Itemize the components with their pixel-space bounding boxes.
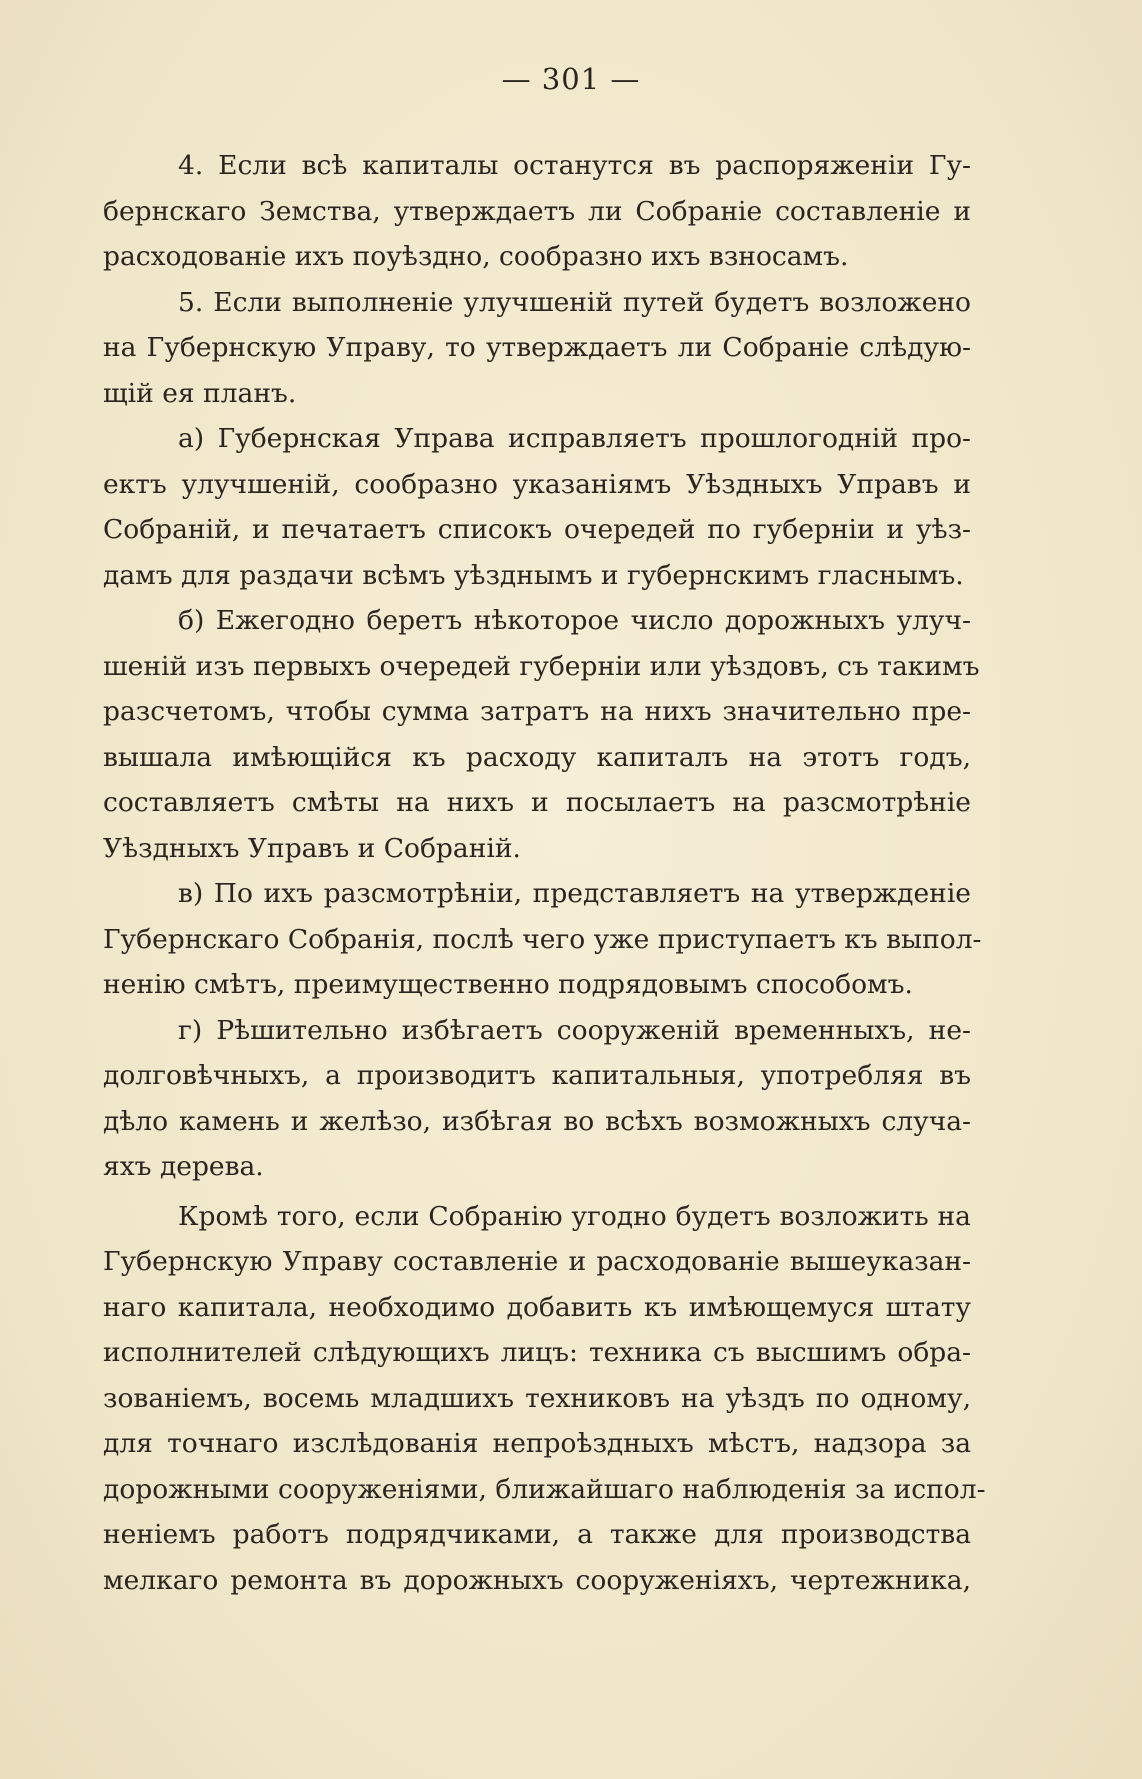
- text-line: разсчетомъ, чтобы сумма затратъ на нихъ значительно пре-: [103, 696, 971, 727]
- text-line: неніемъ работъ подрядчиками, а также для производства: [103, 1519, 971, 1550]
- text-line: дорожными сооруженіями, ближайшаго наблюденія за испол-: [103, 1473, 986, 1505]
- text-line: бернскаго Земства, утверждаетъ ли Собраніе составленіе и: [103, 195, 971, 227]
- text-line: Собраній, и печатаетъ списокъ очередей по губерніи и уѣз-: [103, 514, 971, 545]
- page-number: — 301 —: [501, 62, 641, 96]
- text-line: расходованіе ихъ поуѣздно, сообразно ихъ взносамъ.: [103, 241, 849, 272]
- text-line: 4. Если всѣ капиталы останутся въ распоряженіи Гу-: [178, 150, 971, 181]
- text-line: г) Рѣшительно избѣгаетъ сооруженій временныхъ, не-: [178, 1014, 971, 1046]
- text-line: ектъ улучшеній, сообразно указаніямъ Уѣздныхъ Управъ и: [103, 468, 971, 500]
- text-line: для точнаго изслѣдованія непроѣздныхъ мѣстъ, надзора за: [103, 1428, 971, 1459]
- text-line: исполнителей слѣдующихъ лицъ: техника съ высшимъ обра-: [103, 1337, 971, 1368]
- text-line: долговѣчныхъ, а производитъ капитальныя, употребляя въ: [103, 1060, 971, 1091]
- text-line: Кромѣ того, если Собранію угодно будетъ возложить на: [178, 1200, 971, 1232]
- text-line: зованіемъ, восемь младшихъ техниковъ на уѣздъ по одному,: [103, 1382, 971, 1414]
- text-line: на Губернскую Управу, то утверждаетъ ли Собраніе слѣдую-: [103, 332, 971, 363]
- text-line: наго капитала, необходимо добавить къ имѣющемуся штату: [103, 1291, 971, 1323]
- text-line: б) Ежегодно беретъ нѣкоторое число дорожныхъ улуч-: [178, 605, 971, 636]
- text-line: вышала имѣющійся къ расходу капиталъ на этотъ годъ,: [103, 741, 971, 773]
- text-line: ненію смѣтъ, преимущественно подрядовымъ способомъ.: [103, 969, 913, 1000]
- text-line: шеній изъ первыхъ очередей губерніи или уѣздовъ, съ такимъ: [103, 650, 980, 682]
- text-line: щій ея планъ.: [103, 377, 297, 409]
- text-line: дѣло камень и желѣзо, избѣгая во всѣхъ возможныхъ случа-: [103, 1105, 971, 1137]
- text-line: яхъ дерева.: [103, 1151, 264, 1182]
- text-line: дамъ для раздачи всѣмъ уѣзднымъ и губернскимъ гласнымъ.: [103, 559, 964, 591]
- text-line: 5. Если выполненіе улучшеній путей будетъ возложено: [178, 286, 971, 318]
- text-line: составляетъ смѣты на нихъ и посылаетъ на разсмотрѣніе: [103, 787, 971, 818]
- body-text: [103, 143, 986, 1603]
- text-line: а) Губернская Управа исправляетъ прошлогодній про-: [178, 423, 971, 454]
- text-line: Губернскую Управу составленіе и расходованіе вышеуказан-: [103, 1246, 971, 1277]
- text-line: в) По ихъ разсмотрѣніи, представляетъ на утвержденіе: [178, 878, 971, 909]
- text-line: Губернскаго Собранія, послѣ чего уже приступаетъ къ выпол-: [103, 923, 982, 955]
- text-line: мелкаго ремонта въ дорожныхъ сооруженіяхъ, чертежника,: [103, 1564, 971, 1596]
- text-line: Уѣздныхъ Управъ и Собраній.: [103, 832, 521, 864]
